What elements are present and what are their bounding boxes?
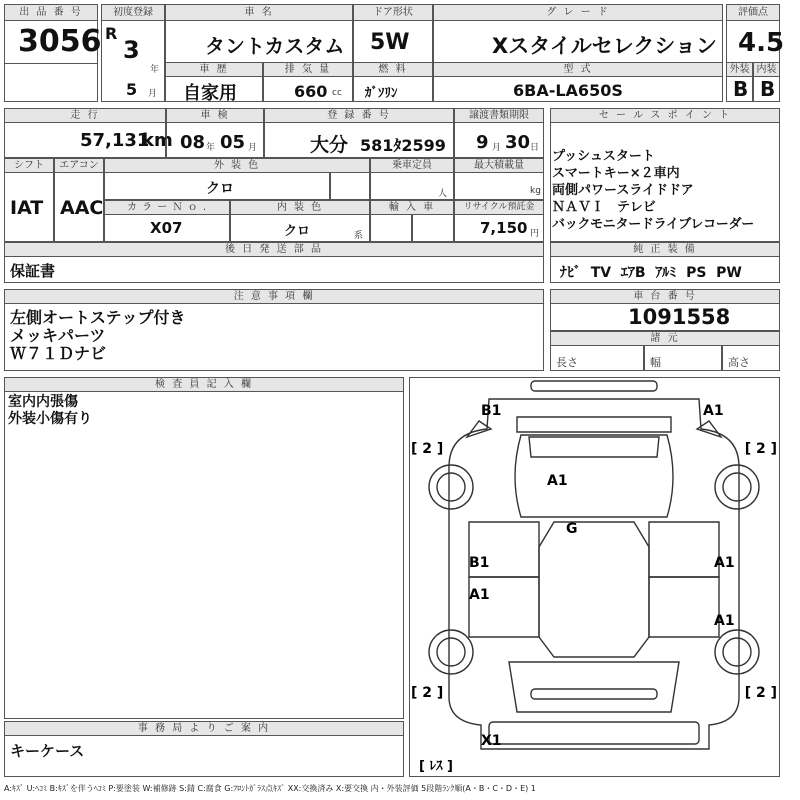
- sales-points-list: [552, 148, 780, 233]
- displacement: 660: [294, 82, 328, 101]
- era: R: [105, 24, 118, 43]
- history-label: 車 歴: [165, 62, 263, 77]
- inspector-cell: [4, 391, 404, 719]
- equipment-item: TV: [590, 265, 612, 281]
- mileage: 57,131: [80, 130, 150, 151]
- after-label: 後 日 発 送 部 品: [4, 242, 544, 257]
- lot-no: 3056: [18, 24, 102, 59]
- damage-mark: G: [566, 521, 578, 537]
- color-no-label: カ ラ ー Ｎ ｏ .: [104, 200, 230, 215]
- first-reg-year: 3: [123, 36, 140, 64]
- recycle-label: リサイクル預託金: [454, 200, 544, 215]
- caution-item: メッキパーツ: [10, 326, 106, 345]
- import-label: 輸 入 車: [370, 200, 454, 215]
- score-label: 評価点: [726, 4, 780, 21]
- length-label: 長さ: [556, 356, 578, 369]
- plate-region: 大分: [310, 134, 349, 156]
- transfer-label: 譲渡書類期限: [454, 108, 544, 123]
- recycle-unit: 円: [530, 229, 540, 239]
- grade-label: グ レ ー ド: [433, 4, 723, 21]
- cautions-list: [10, 309, 186, 363]
- color-label: 外 装 色: [104, 158, 370, 173]
- damage-mark: X1: [481, 733, 502, 749]
- color-no: X07: [150, 219, 183, 237]
- damage-mark: A1: [714, 613, 735, 629]
- equipment-item: ｱﾙﾐ: [655, 265, 677, 281]
- door: 5W: [370, 30, 410, 55]
- load-unit: kg: [530, 186, 541, 196]
- damage-mark: A1: [703, 403, 724, 419]
- chassis-number: 1091558: [628, 305, 731, 329]
- spare-tire-mark: [ ﾚｽ ]: [419, 759, 453, 774]
- after: 保証書: [10, 262, 56, 280]
- sales-point-item: 両側パワースライドドア: [552, 183, 694, 198]
- height-label: 高さ: [728, 356, 750, 369]
- sales-point-item: ＮＡＶＩ テレビ: [552, 200, 656, 215]
- dims-label: 諸 元: [550, 331, 780, 346]
- insp-year: 08: [180, 132, 206, 153]
- damage-mark: A1: [469, 587, 490, 603]
- plate-label: 登 録 番 号: [264, 108, 454, 123]
- plate-number: 581ﾀ2599: [360, 136, 446, 155]
- caution-item: 左側オートステップ付き: [10, 308, 186, 327]
- tire-mark: [ 2 ]: [411, 441, 444, 457]
- model: 6BA-LA650S: [513, 81, 623, 100]
- capacity-unit: 人: [438, 189, 448, 199]
- equipment-item: ﾅﾋﾞ: [560, 265, 581, 281]
- insp-year-unit: 年: [206, 143, 216, 153]
- displacement-unit: cc: [332, 88, 342, 98]
- insp-month-unit: 月: [248, 143, 258, 153]
- office-text: キーケース: [10, 742, 85, 760]
- transfer-day: 30: [505, 132, 531, 153]
- mileage-unit: km: [142, 130, 173, 151]
- color-extra-cell: [330, 172, 370, 200]
- car-name-label: 車 名: [165, 4, 353, 21]
- import-cell: [370, 214, 412, 242]
- first-reg-month: 5: [126, 80, 138, 99]
- exterior-label: 外装: [726, 62, 753, 77]
- interior-grade: B: [760, 77, 776, 101]
- damage-mark: A1: [547, 473, 568, 489]
- cautions-label: 注 意 事 項 欄: [4, 289, 544, 304]
- fuel: ｶﾞｿﾘﾝ: [365, 86, 398, 101]
- equipment-label: 純 正 装 備: [550, 242, 780, 257]
- inspector-label: 検 査 員 記 入 欄: [4, 377, 404, 392]
- equipment-item: PS: [686, 265, 707, 281]
- damage-mark: B1: [481, 403, 502, 419]
- mileage-label: 走 行: [4, 108, 166, 123]
- equipment-item: ｴｱB: [620, 265, 646, 281]
- sales-point-item: バックモニタードライブレコーダー: [552, 217, 754, 232]
- chassis-label: 車 台 番 号: [550, 289, 780, 304]
- tire-mark: [ 2 ]: [744, 685, 777, 701]
- exterior-grade: B: [733, 77, 749, 101]
- caution-item: Ｗ７１Ｄナビ: [10, 344, 107, 363]
- fuel-label: 燃 料: [353, 62, 433, 77]
- model-label: 型 式: [433, 62, 723, 77]
- tire-mark: [ 2 ]: [744, 441, 777, 457]
- car-name: タントカスタム: [205, 34, 345, 58]
- shift-label: シフト: [4, 158, 54, 173]
- damage-mark: A1: [714, 555, 735, 571]
- interior-color-label: 内 装 色: [230, 200, 370, 215]
- interior-color: クロ: [284, 224, 311, 239]
- door-label: ドア形状: [353, 4, 433, 21]
- year-unit: 年: [150, 65, 160, 75]
- inspector-list: [8, 394, 92, 428]
- after-cell: [4, 256, 544, 283]
- lot-no-label: 出 品 番 号: [4, 4, 98, 21]
- transfer-day-unit: 日: [530, 143, 540, 153]
- color: クロ: [206, 181, 234, 197]
- first-reg-label: 初度登録: [101, 4, 165, 21]
- equipment-list: [560, 262, 742, 282]
- shift: IAT: [10, 197, 44, 219]
- sales-point-item: プッシュスタート: [552, 149, 655, 164]
- width-label: 幅: [650, 356, 661, 369]
- displacement-label: 排 気 量: [263, 62, 353, 77]
- history: 自家用: [183, 83, 237, 104]
- sales-points-label: セ ー ル ス ポ イ ン ト: [550, 108, 780, 123]
- load-label: 最大積載量: [454, 158, 544, 173]
- interior-color-unit: 系: [354, 231, 364, 241]
- tire-mark: [ 2 ]: [411, 685, 444, 701]
- ac-label: エアコン: [54, 158, 104, 173]
- inspector-item: 外装小傷有り: [8, 411, 92, 427]
- damage-mark: B1: [469, 555, 490, 571]
- capacity-label: 乗車定員: [370, 158, 454, 173]
- lot-blank-cell: [4, 63, 98, 102]
- interior-label: 内装: [753, 62, 780, 77]
- inspection-label: 車 検: [166, 108, 264, 123]
- recycle: 7,150: [480, 219, 528, 237]
- grade: Xスタイルセレクション: [492, 34, 717, 58]
- transfer-month: 9: [476, 132, 489, 153]
- inspector-item: 室内内張傷: [8, 394, 78, 410]
- equipment-item: PW: [716, 265, 742, 281]
- transfer-month-unit: 月: [492, 143, 502, 153]
- insp-month: 05: [220, 132, 246, 153]
- score: 4.5: [738, 28, 785, 58]
- ac: AAC: [60, 197, 104, 219]
- sales-point-item: スマートキー×２車内: [552, 166, 680, 181]
- damage-diagram: [409, 377, 780, 777]
- import-cell-2: [412, 214, 454, 242]
- month-unit: 月: [148, 89, 158, 99]
- legend: A:ｷｽﾞ U:ﾍｺﾐ B:ｷｽﾞを伴うﾍｺﾐ P:要塗装 W:補修跡 S:錆 C:腐食 G:ﾌﾛﾝﾄｶﾞﾗｽ点ｷｽﾞ XX:交換済み X:要交換 内・外装評価 5段階ﾗﾝｸ順(A・B・C・D・E) 1: [4, 784, 536, 793]
- office-label: 事 務 局 よ り ご 案 内: [4, 721, 404, 736]
